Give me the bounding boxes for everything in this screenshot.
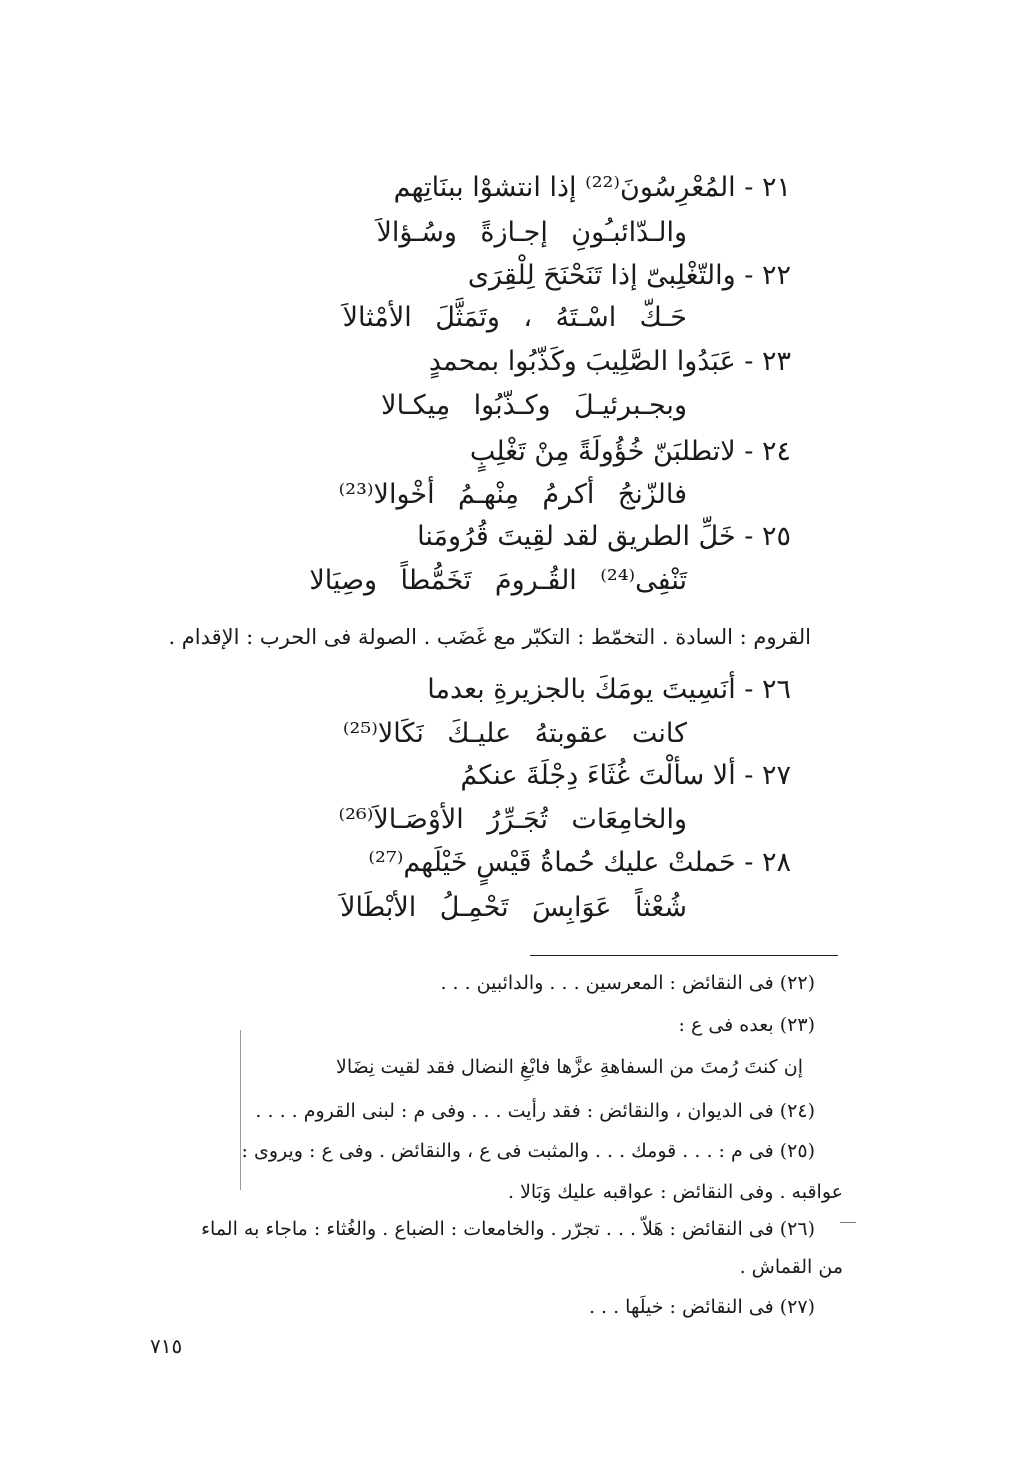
footnote-22: (٢٢) فى النقائض : المعرسين . . . والدائبين . . .: [440, 972, 815, 994]
verse-23-second: وبجـبرئيـلَ وكـذّبُوا مِيكـالا: [381, 390, 687, 421]
footnote-rule: [530, 955, 838, 956]
footnote-26-cont: من القماش .: [739, 1256, 843, 1278]
footnote-25: (٢٥) فى م : . . . قومك . . . والمثبت فى ع ، والنقائض . وفى ع : ويروى :: [241, 1140, 815, 1162]
verse-27-second: والخامِعَات تُجَـرِّرُ الأوْصَـالاَ⁽²⁶⁾: [338, 804, 687, 835]
verse-25-first: ٢٥ - خَلِّ الطريق لقد لقِيتَ قُرُومَنا: [417, 521, 791, 552]
verse-27-first: ٢٧ - ألا سألْتَ غُثَاءَ دِجْلَةَ عنكمُ: [460, 760, 791, 791]
verse-24-second: فالزّنجُ أكرمُ مِنْهـمُ أخْوالا⁽²³⁾: [338, 479, 687, 510]
verse-21-second: والـدّائبـُونِ إجـازةً وسُـؤالاَ: [376, 217, 687, 248]
verse-21-first: ٢١ - المُعْرِسُونَ⁽²²⁾ إذا انتشوْا ببنَاتِهم: [393, 172, 791, 203]
page-number: ٧١٥: [150, 1334, 183, 1358]
verse-24-first: ٢٤ - لاتطلبَنّ خُؤُولَةً مِنْ تَغْلِبٍ: [469, 436, 791, 467]
scan-artifact-mark: [840, 1222, 856, 1223]
footnote-23: (٢٣) بعده فى ع :: [678, 1014, 815, 1036]
footnote-27: (٢٧) فى النقائض : خيلَها . . .: [588, 1296, 815, 1318]
verse-23-first: ٢٣ - عَبَدُوا الصَّلِيبَ وكَذّبُوا بمحمدٍ: [428, 346, 791, 377]
gloss-line: القروم : السادة . التخمّط : التكبّر مع غَضَب . الصولة فى الحرب : الإقدام .: [168, 625, 811, 649]
verse-25-second: تَنْفِى⁽²⁴⁾ القُـرومَ تَخَمُّطاً وصِيَالا: [309, 565, 687, 596]
verse-26-second: كانت عقوبتهُ عليـكَ نَكَالا⁽²⁵⁾: [342, 718, 687, 749]
footnote-24: (٢٤) فى الديوان ، والنقائض : فقد رأيت . . . وفى م : لبنى القروم . . . .: [255, 1100, 815, 1122]
footnote-26: (٢٦) فى النقائض : هَلاّ . . . تجرّر . والخامعات : الضباع . والغُثاء : ماجاء به الماء: [201, 1218, 815, 1240]
verse-26-first: ٢٦ - أنَسِيتَ يومَكَ بالجزيرةِ بعدما: [427, 674, 791, 705]
footnote-23-verse: إن كنتَ رُمتَ من السفاهةِ عزَّها فابْغِ النضال فقد لقيت نِضَالا: [336, 1056, 803, 1078]
footnote-25-cont: عواقبه . وفى النقائض : عواقبه عليك وَبَالا .: [508, 1181, 843, 1203]
verse-28-first: ٢٨ - حَملتْ عليك حُماةُ قَيْسٍ خَيْلَهم⁽²⁷⁾: [368, 847, 791, 878]
verse-22-first: ٢٢ - والتّغْلِبىّ إذا تَنَحْنَحَ لِلْقِرَى: [467, 260, 791, 291]
verse-28-second: شُعْثاً عَوَابِسَ تَحْمِـلُ الأبْطَالاَ: [340, 892, 687, 923]
scan-artifact-line: [240, 1030, 241, 1190]
verse-22-second: حَـكّ اسْـتَهُ ، وتَمَثَّلَ الأمْثالاَ: [342, 302, 687, 333]
